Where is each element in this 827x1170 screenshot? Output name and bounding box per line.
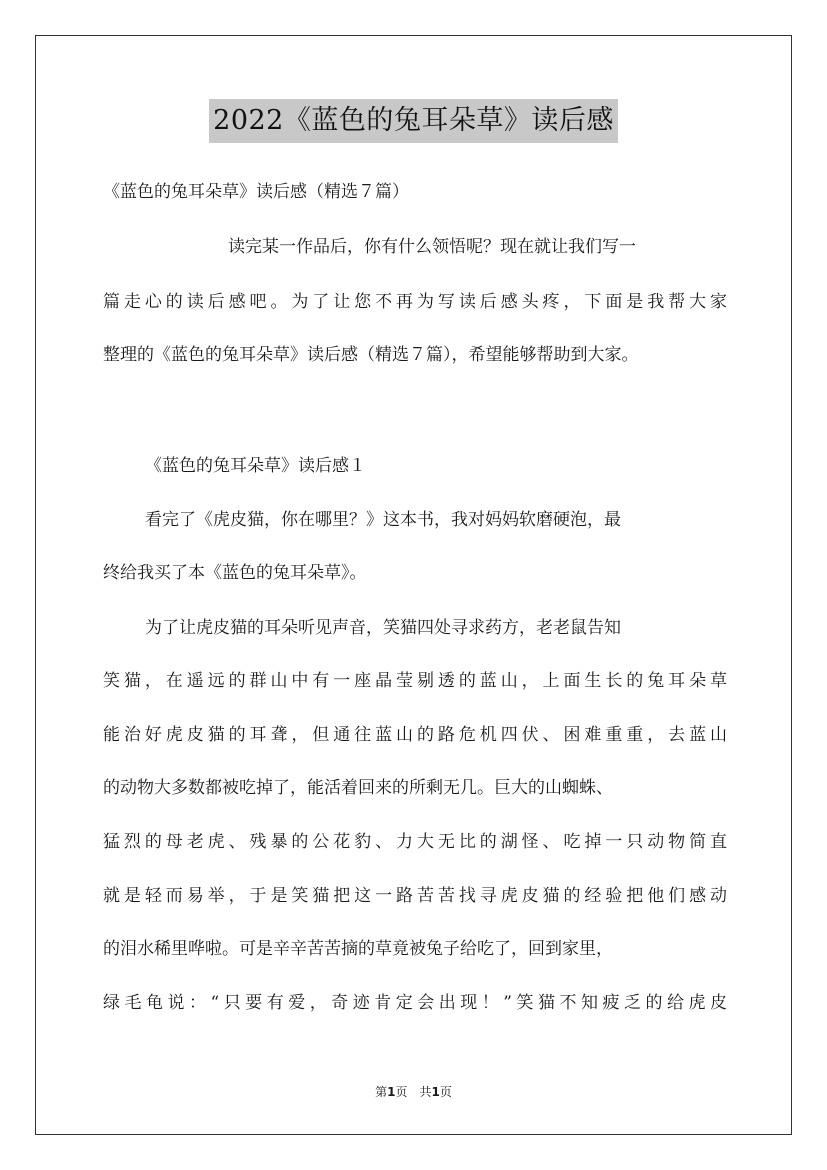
footer-total-pages: 1 (431, 1085, 440, 1099)
intro-line: 篇走心的读后感吧。为了让您不再为写读后感头疼，下面是我帮大家 (103, 292, 727, 312)
paragraph-line: 的动物大多数都被吃掉了，能活着回来的所剩无几。巨大的山蜘蛛、 (103, 778, 613, 798)
paragraph-line: 绿毛龟说：“只要有爱，奇迹肯定会出现！”笑猫不知疲乏的给虎皮 (103, 993, 727, 1013)
paragraph-line: 终给我买了本《蓝色的兔耳朵草》。 (103, 563, 367, 583)
paragraph-line: 为了让虎皮猫的耳朵听见声音，笑猫四处寻求药方，老老鼠告知 (145, 618, 621, 638)
section-heading: 《蓝色的兔耳朵草》读后感１ (145, 456, 366, 476)
document-subtitle: 《蓝色的兔耳朵草》读后感（精选７篇） (103, 182, 409, 202)
footer-page-prefix: 第 (375, 1085, 388, 1099)
footer-page-mid: 页 共 (395, 1085, 432, 1099)
paragraph-line: 笑猫，在遥远的群山中有一座晶莹剔透的蓝山，上面生长的兔耳朵草 (103, 671, 727, 691)
paragraph-line: 的泪水稀里哗啦。可是辛辛苦苦摘的草竟被兔子给吃了，回到家里， (103, 939, 613, 959)
footer-page-suffix: 页 (439, 1085, 452, 1099)
document-title: 2022《蓝色的兔耳朵草》读后感 (209, 99, 618, 143)
intro-line: 整理的《蓝色的兔耳朵草》读后感（精选７篇），希望能够帮助到大家。 (103, 345, 639, 365)
paragraph-line: 就是轻而易举，于是笑猫把这一路苦苦找寻虎皮猫的经验把他们感动 (103, 886, 727, 906)
title-wrap (0, 99, 827, 143)
paragraph-line: 猛烈的母老虎、残暴的公花豹、力大无比的湖怪、吃掉一只动物简直 (103, 832, 727, 852)
page-footer (0, 1084, 827, 1100)
intro-line: 读完某一作品后，你有什么领悟呢？现在就让我们写一 (228, 237, 636, 257)
paragraph-line: 能治好虎皮猫的耳聋，但通往蓝山的路危机四伏、困难重重，去蓝山 (103, 725, 727, 745)
footer-page-number: 1 (387, 1085, 396, 1099)
paragraph-line: 看完了《虎皮猫，你在哪里？》这本书，我对妈妈软磨硬泡，最 (145, 510, 621, 530)
